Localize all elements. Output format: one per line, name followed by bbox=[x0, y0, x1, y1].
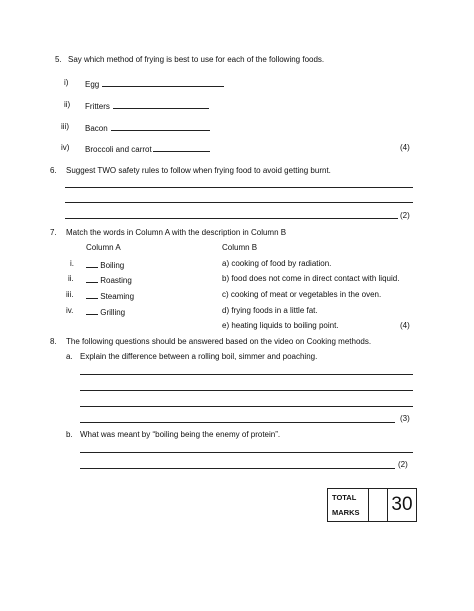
q6-text: Suggest TWO safety rules to follow when frying food to avoid getting burnt. bbox=[66, 166, 331, 175]
q8b-marks: (2) bbox=[398, 460, 408, 469]
match-blank[interactable] bbox=[86, 259, 98, 268]
q7-desc: d) frying foods in a little fat. bbox=[222, 306, 318, 315]
q5-item-label: Egg bbox=[85, 80, 100, 89]
q7-word: Steaming bbox=[100, 292, 135, 301]
total-label bbox=[328, 489, 369, 522]
answer-line[interactable] bbox=[80, 390, 413, 391]
total-score-cell[interactable] bbox=[369, 489, 388, 522]
q5-item-row bbox=[85, 122, 210, 134]
q7-roman: ii. bbox=[68, 274, 74, 283]
total-label-line2: MARKS bbox=[332, 508, 360, 517]
q5-item-label: Fritters bbox=[85, 102, 110, 111]
answer-line[interactable] bbox=[80, 374, 413, 375]
answer-line[interactable] bbox=[65, 218, 398, 219]
answer-line[interactable] bbox=[65, 187, 413, 188]
total-label-line1: TOTAL bbox=[332, 493, 357, 502]
q7-roman: iv. bbox=[66, 306, 74, 315]
q5-item-row bbox=[85, 100, 209, 112]
q8a-text: Explain the difference between a rolling boil, simmer and poaching. bbox=[80, 352, 318, 361]
answer-line[interactable] bbox=[102, 78, 224, 87]
q7-match-row bbox=[86, 306, 125, 318]
total-value: 30 bbox=[388, 489, 417, 522]
q5-marks: (4) bbox=[400, 143, 410, 152]
q5-item-roman: iii) bbox=[61, 122, 69, 131]
q7-roman: i. bbox=[70, 259, 74, 268]
match-blank[interactable] bbox=[86, 274, 98, 283]
q8a-letter: a. bbox=[66, 352, 73, 361]
q7-match-row bbox=[86, 290, 134, 302]
q8b-letter: b. bbox=[66, 430, 73, 439]
answer-line[interactable] bbox=[111, 122, 210, 131]
answer-line[interactable] bbox=[113, 100, 209, 109]
q6-marks: (2) bbox=[400, 211, 410, 220]
q5-number: 5. bbox=[55, 55, 62, 64]
column-b-header: Column B bbox=[222, 243, 258, 252]
q5-item-row bbox=[85, 78, 224, 90]
q7-match-row bbox=[86, 274, 132, 286]
answer-line[interactable] bbox=[80, 422, 395, 423]
q7-roman: iii. bbox=[66, 290, 74, 299]
q7-word: Grilling bbox=[100, 308, 126, 317]
q5-item-roman: iv) bbox=[61, 143, 70, 152]
q5-item-row bbox=[85, 143, 210, 155]
answer-line[interactable] bbox=[80, 468, 395, 469]
q7-desc: b) food does not come in direct contact with liquid. bbox=[222, 274, 400, 283]
q8b-text: What was meant by “boiling being the enemy of protein”. bbox=[80, 430, 281, 439]
q5-item-roman: ii) bbox=[64, 100, 71, 109]
q5-item-roman: i) bbox=[64, 78, 69, 87]
q6-number: 6. bbox=[50, 166, 57, 175]
q7-number: 7. bbox=[50, 228, 57, 237]
q8-number: 8. bbox=[50, 337, 57, 346]
q7-word: Roasting bbox=[100, 276, 132, 285]
answer-line[interactable] bbox=[80, 452, 413, 453]
q5-text: Say which method of frying is best to use for each of the following foods. bbox=[68, 55, 325, 64]
match-blank[interactable] bbox=[86, 306, 98, 315]
match-blank[interactable] bbox=[86, 290, 98, 299]
answer-line[interactable] bbox=[65, 202, 413, 203]
answer-line[interactable] bbox=[80, 406, 413, 407]
q7-desc-extra: e) heating liquids to boiling point. bbox=[222, 321, 339, 330]
total-marks-box bbox=[327, 488, 417, 522]
q7-match-row bbox=[86, 259, 124, 271]
q5-item-label: Broccoli and carrot bbox=[85, 145, 152, 154]
q7-marks: (4) bbox=[400, 321, 410, 330]
q7-word: Boiling bbox=[100, 261, 125, 270]
q8-text: The following questions should be answered based on the video on Cooking methods. bbox=[66, 337, 372, 346]
column-a-header: Column A bbox=[86, 243, 121, 252]
q7-desc: a) cooking of food by radiation. bbox=[222, 259, 332, 268]
q8a-marks: (3) bbox=[400, 414, 410, 423]
q7-text: Match the words in Column A with the description in Column B bbox=[66, 228, 287, 237]
q5-item-label: Bacon bbox=[85, 124, 108, 133]
q7-desc: c) cooking of meat or vegetables in the oven. bbox=[222, 290, 382, 299]
answer-line[interactable] bbox=[153, 143, 210, 152]
